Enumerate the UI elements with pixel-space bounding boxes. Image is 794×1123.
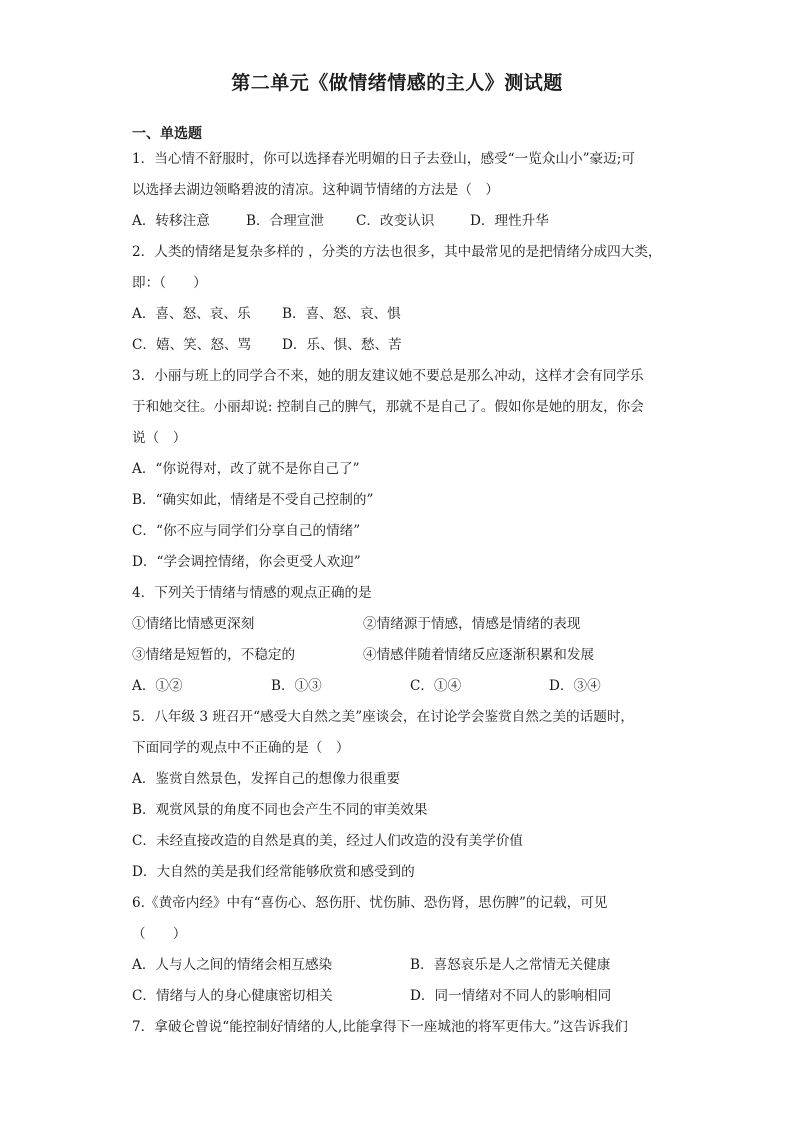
option-a: A．喜、怒、哀、乐 [132,306,251,322]
question-1-stem-line-1: 1．当心情不舒服时，你可以选择春光明媚的日子去登山，感受“一览众山小”豪迈;可 [132,151,635,167]
question-2-options-row-1 [132,299,664,330]
option-b: B．“确实如此，情绪是不受自己控制的” [132,492,374,508]
option-a: A．①② [132,678,183,694]
option-c: C．改变认识 [356,213,435,229]
question-6-stem-line-1: 6.《黄帝内经》中有“喜伤心、怒伤肝、忧伤肺、恐伤肾，思伤脾”的记载，可见 [132,895,608,911]
statement-1: ①情绪比情感更深刻 [132,616,255,632]
option-a: A．转移注意 [132,213,210,229]
question-4-statements-row-1 [132,609,664,640]
option-c: C．嬉、笑、怒、骂 [132,337,252,353]
question-1-stem-line-2: 以选择去湖边领略碧波的清凉。这种调节情绪的方法是（ ） [132,182,500,198]
option-c: C．“你不应与同学们分享自己的情绪” [132,523,361,539]
option-d: D．同一情绪对不同人的影响相同 [410,988,612,1004]
question-4-statements-row-2 [132,640,664,671]
option-b: B．喜、怒、哀、惧 [282,306,401,322]
question-7 [132,1012,664,1043]
question-3-stem-line-3: 说（ ） [132,430,187,446]
question-4-stem: 4．下列关于情绪与情感的观点正确的是 [132,585,372,601]
question-6 [132,888,664,1012]
document-title: 第二单元《做情绪情感的主人》测试题 [231,72,563,94]
question-1-options [132,206,664,237]
question-2 [132,237,664,361]
option-d: D．理性升华 [470,213,549,229]
question-5 [132,702,664,888]
option-a: A．鉴赏自然景色，发挥自己的想像力很重要 [132,771,401,787]
question-6-options-row-1 [132,950,664,981]
question-6-options-row-2 [132,981,664,1012]
option-c: C．①④ [410,678,462,694]
question-7-stem-line-1: 7．拿破仑曾说“能控制好情绪的人,比能拿得下一座城池的将军更伟大。”这告诉我们 [132,1019,628,1035]
question-3 [132,361,664,578]
question-2-stem-line-1: 2．人类的情绪是复杂多样的 ，分类的方法也很多，其中最常见的是把情绪分成四大类， [132,244,662,260]
option-a: A．“你说得对，改了就不是你自己了” [132,461,360,477]
option-b: B．合理宣泄 [246,213,324,229]
question-3-stem-line-1: 3．小丽与班上的同学合不来，她的朋友建议她不要总是那么冲动，这样才会有同学乐 [132,368,644,384]
section-heading: 一、单选题 [132,126,202,142]
question-2-options-row-2 [132,330,664,361]
question-5-stem-line-2: 下面同学的观点中不正确的是（ ） [132,740,350,756]
option-d: D．大自然的美是我们经常能够欣赏和感受到的 [132,864,415,880]
question-1 [132,144,664,237]
question-3-stem-line-2: 于和她交往。小丽却说: 控制自己的脾气，那就不是自己了。假如你是她的朋友，你会 [132,399,644,415]
question-5-stem-line-1: 5．八年级 3 班召开“感受大自然之美”座谈会，在讨论学会鉴赏自然之美的话题时， [132,709,635,725]
question-4-options [132,671,664,702]
question-6-stem-line-2: （ ） [132,926,187,942]
option-c: C．情绪与人的身心健康密切相关 [132,988,333,1004]
option-b: B．喜怒哀乐是人之常情无关健康 [410,957,611,973]
option-d: D．“学会调控情绪，你会更受人欢迎” [132,554,361,570]
option-b: B．观赏风景的角度不同也会产生不同的审美效果 [132,802,428,818]
statement-2: ②情绪源于情感，情感是情绪的表现 [363,616,581,632]
option-a: A．人与人之间的情绪会相互感染 [132,957,333,973]
option-d: D．乐、惧、愁、苦 [282,337,402,353]
option-c: C．未经直接改造的自然是真的美，经过人们改造的没有美学价值 [132,833,524,849]
option-d: D．③④ [549,678,601,694]
question-4 [132,578,664,702]
statement-4: ④情感伴随着情绪反应逐渐积累和发展 [363,647,595,663]
statement-3: ③情绪是短暂的，不稳定的 [132,647,296,663]
question-2-stem-line-2: 即：（ ） [132,275,207,291]
document-content [132,124,664,1043]
option-b: B．①③ [271,678,322,694]
